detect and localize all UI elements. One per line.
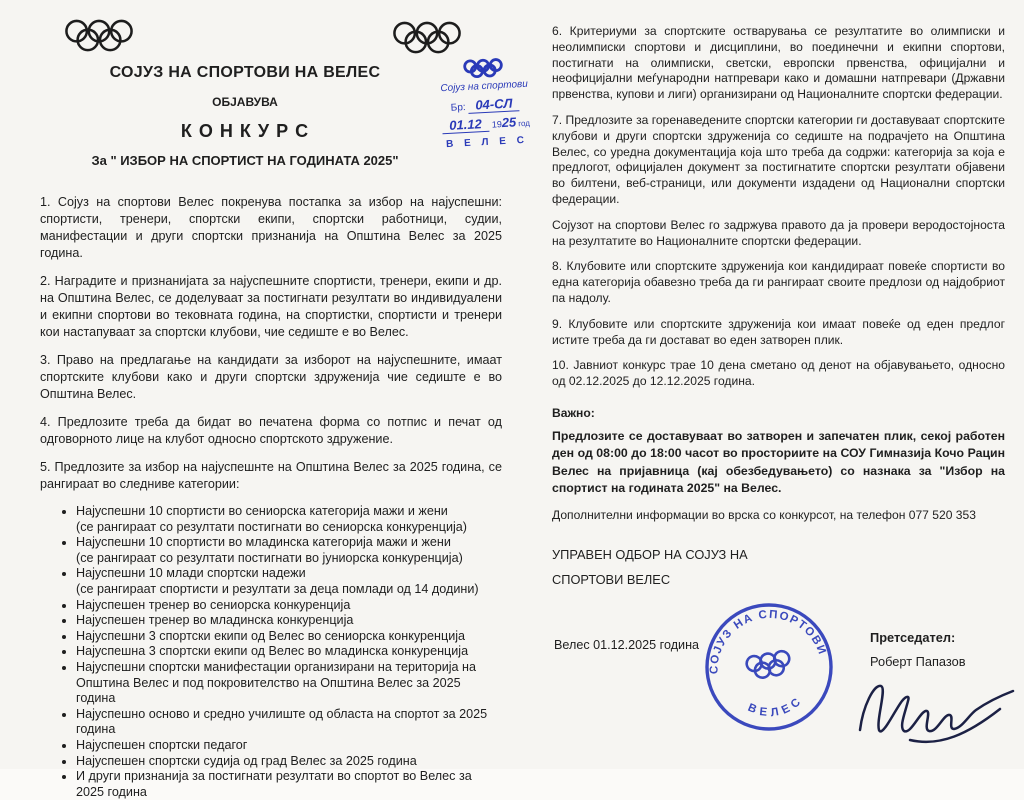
list-item — [76, 738, 502, 754]
document-subtitle: За " ИЗБОР НА СПОРТИСТ НА ГОДИНАТА 2025" — [91, 153, 399, 168]
paragraph-4: 4. Предлозите треба да бидат во печатена форма со потпис и печат од одговорното лице на клубот односно спортското здружение. — [40, 415, 502, 446]
list-item — [76, 613, 502, 629]
svg-text:СОЈУЗ НА СПОРТОВИ — [699, 599, 829, 676]
stamp-org-text: Сојуз на спортови — [440, 78, 529, 95]
right-column — [552, 24, 1005, 750]
olympic-rings-icon — [64, 18, 134, 54]
paragraph-5: 5. Предлозите за избор на најуспешнте на Општина Велес за 2025 година, се рангираат во следниве категории: — [40, 460, 502, 491]
category-text: Најуспешни 10 спортисти во младинска категорија мажи и жени — [76, 535, 451, 550]
date-place-line: Велес 01.12.2025 година — [554, 637, 700, 652]
president-block — [870, 630, 966, 669]
category-text: Најуспешен тренер во сениорска конкуренција — [76, 597, 351, 612]
contact-info-line: Дополнителни информации во врска со конкурсот, на телефон 077 520 353 — [552, 507, 976, 522]
stamp-city: В Е Л Е С — [445, 134, 529, 150]
stamp-arc-top-text: СОЈУЗ НА СПОРТОВИ — [708, 608, 829, 674]
stamp-date-value: 01.12 — [442, 116, 489, 134]
org-title: СОЈУЗ НА СПОРТОВИ НА ВЕЛЕС — [109, 64, 381, 81]
note-paragraph: Сојузот на спортови Велес го задржува правото да ја провери веродостојноста на резултатите во Националните спортски федерации. — [552, 217, 1005, 248]
category-text: Најуспешен тренер во младинска конкуренција — [76, 613, 354, 628]
category-text: Најуспешни 3 спортски екипи од Велес во сениорска конкуренција — [76, 628, 466, 643]
category-text: Најуспешно осново и средно училиште од областа на спортот за 2025 година — [76, 706, 488, 737]
olympic-rings-icon — [463, 57, 504, 80]
category-text: Најуспешни спортски манифестации организирани на територија на Општина Велес и под покровителство на Општина Велес за 2025 година — [76, 659, 476, 706]
category-note: (се рангираат со резултати постигнати во јуниорска конкуренција) — [76, 550, 463, 565]
list-item — [76, 504, 502, 535]
president-label: Претседател: — [870, 629, 956, 645]
president-name: Роберт Папазов — [870, 653, 966, 669]
list-item — [76, 629, 502, 645]
stamp-arc-bottom-text: ВЕЛЕС — [746, 692, 807, 719]
board-line-1: УПРАВЕН ОДБОР НА СОЈУЗ НА — [552, 546, 748, 562]
document-title: К О Н К У Р С — [180, 121, 310, 141]
stamp-year-printed: 19 — [491, 119, 503, 130]
category-text: Најуспешни 10 млади спортски надежи — [76, 566, 306, 581]
stamp-number-value: 04-СЛ — [468, 95, 520, 114]
document-footer — [552, 600, 1005, 750]
category-note: (се рангираат со резултати постигнати во сениорска конкуренција) — [76, 519, 467, 534]
left-column — [40, 18, 531, 800]
board-signoff — [552, 542, 1005, 592]
list-item — [76, 644, 502, 660]
paragraph-10: 10. Јавниот конкурс трае 10 дена сметано од денот на објавувањето, односно од 02.12.2025 до 12.12.2025 година. — [552, 358, 1005, 389]
olympic-rings-icon — [745, 650, 791, 680]
paragraph-6: 6. Критериуми за спортските остварувања се резултатите во олимписки и неолимписки спортови и дисциплини, во поединечни и екипни спортови, постигнати на олимписки, светски, европски првенства, официјални и неофицијални меѓународни натпревари како и домашни натпревари (Државни првенства, купови и лиги) организирани од Националните спортски федерации. — [552, 24, 1005, 102]
signature — [852, 672, 1022, 750]
stamp-year-suffix: год — [518, 118, 531, 129]
category-text: Најуспешни 10 спортисти во сениорска категорија мажи и жени — [76, 504, 448, 518]
paragraph-8: 8. Клубовите или спортските здруженија кои кандидираат повеќе спортисти во една категорија обавезно треба да ги рангираат своите предлози од најдобриот па надолу. — [552, 259, 1005, 305]
stamp-date-line — [425, 113, 548, 136]
category-text: Најуспешен спортски педагог — [76, 737, 248, 752]
list-item — [76, 566, 502, 597]
list-item — [76, 707, 502, 738]
category-text: И други признанија за постигнати резултати во спортот во Велес за 2025 година — [76, 769, 472, 799]
paragraph-1: 1. Сојуз на спортови Велес покренува постапка за избор на најуспешни: спортисти, тренери, спортски екипи, спортски работници, судии, манифестации и други спортски признанија на Општина Велес за 2025 година. — [40, 195, 502, 260]
category-text: Најуспешна 3 спортски екипи од Велес во младинска конкуренција — [76, 644, 469, 659]
paragraph-9: 9. Клубовите или спортските здруженија кои имаат повеќе од еден предлог истите треба да ги достават во еден затворен плик. — [552, 316, 1005, 347]
olympic-rings-icon — [392, 20, 462, 56]
board-line-2: СПОРТОВИ ВЕЛЕС — [552, 571, 671, 587]
categories-list — [40, 504, 502, 800]
list-item — [76, 754, 502, 770]
list-item — [76, 769, 502, 800]
paragraph-3: 3. Право на предлагање на кандидати за изборот на најуспешните, имаат спортските клубови како и други спортски здруженија чие седиште е во Општина Велес. — [40, 353, 502, 401]
stamp-year-written: 25 — [501, 114, 517, 131]
round-stamp — [691, 589, 846, 744]
svg-text:ВЕЛЕС — [744, 692, 808, 723]
important-label: Важно: — [552, 405, 595, 420]
announce-word: ОБЈАВУВА — [212, 95, 278, 109]
category-text: Најуспешен спортски судија од град Велес за 2025 година — [76, 753, 417, 768]
list-item — [76, 598, 502, 614]
paragraph-7: 7. Предлозите за горенаведените спортски категории ги доставуваат спортските клубови и други спортски здруженија со седиште на подрачјето на Општина Велес, со уредна документација која што треба да содржи: категорија за која е предлогот, официјален документ за постигнатите спортски резултати објавени во билтени, веб-страници, или документи издадени од Национални спортски федерации. — [552, 112, 1005, 206]
registry-stamp — [422, 55, 549, 152]
category-note: (се рангираат спортисти и резултати за деца помлади од 14 додини) — [76, 581, 479, 596]
stamp-number-label: Бр: — [450, 101, 466, 114]
paragraph-2: 2. Наградите и признанијата за најуспешните спортисти, тренери, екипи и др. на Општина Велес, се доделуваат за постигнати резултати во индивидуалени и екипни спортови во тековната година, на спортистки, спортисти и тренери кои настапуваат за спортски клубови, чие седиште е во Велес. — [40, 274, 502, 339]
important-text: Предлозите се доставуваат во затворен и запечатен плик, секој работен ден од 08:00 до 18:00 часот во просториите на СОУ Гимназија Кочо Рацин Велес на пријавница (кај обезбедувањето) со назнака за "Избор на спортист на годината 2025" на Велес. — [552, 428, 1005, 496]
list-item — [76, 660, 502, 707]
list-item — [76, 535, 502, 566]
